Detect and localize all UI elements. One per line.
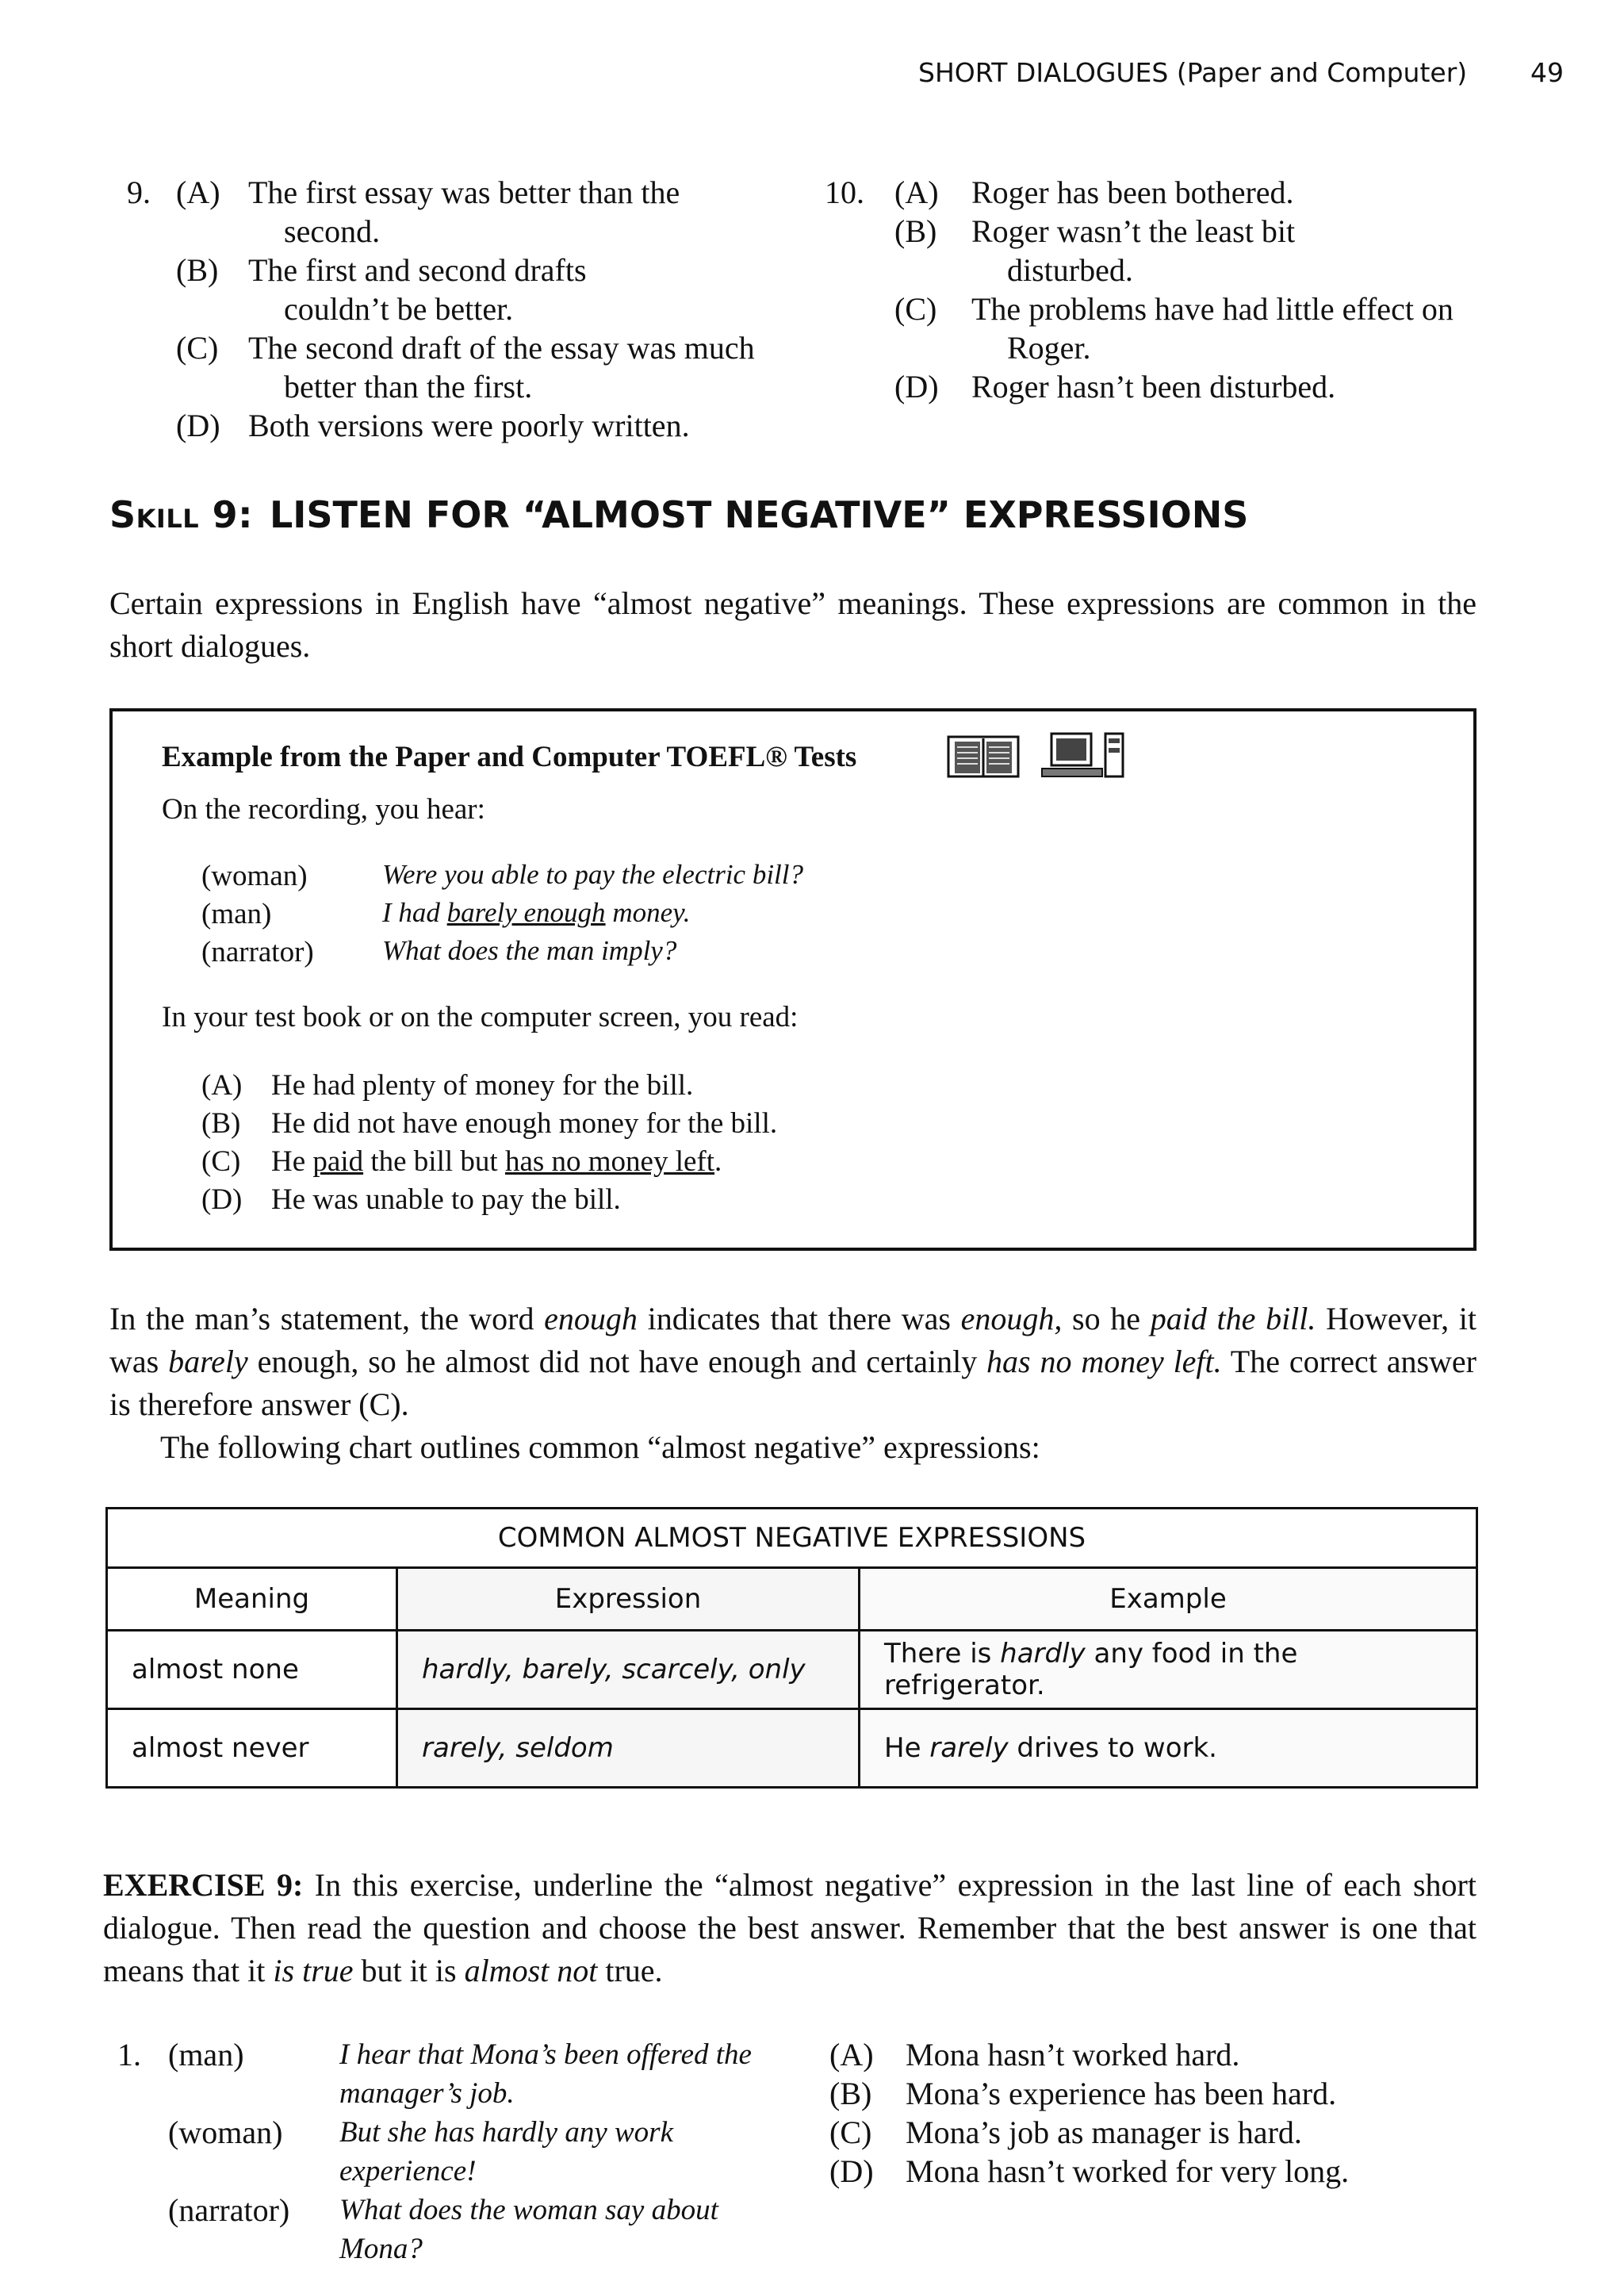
option-letter: (D) (894, 369, 939, 405)
option-letter: (A) (201, 1069, 243, 1102)
expression-cell: hardly, barely, scarcely, only (397, 1631, 860, 1709)
dialogue-line-narrator: What does the woman say about Mona? (339, 2194, 718, 2265)
table-row (107, 1709, 1477, 1788)
dialogue-line-man: I hear that Mona’s been offered the manager’s job. (339, 2038, 752, 2110)
option-letter: (B) (894, 213, 937, 249)
option-a-text: Mona hasn’t worked hard. (906, 2037, 1240, 2072)
meaning-cell: almost never (107, 1709, 397, 1788)
column-header-meaning: Meaning (107, 1568, 397, 1631)
option-letter: (D) (176, 408, 220, 443)
dialogue-line-woman: But she has hardly any work experience! (339, 2116, 674, 2187)
speaker-man: (man) (201, 898, 272, 930)
hear-label: On the recording, you hear: (162, 793, 485, 826)
item-number: 1. (117, 2037, 141, 2072)
example-cell: There is hardly any food in the refrigerator. (860, 1631, 1477, 1709)
option-a-text: Roger has been bothered. (971, 174, 1294, 210)
option-letter: (A) (894, 174, 939, 210)
option-d-text: Roger hasn’t been disturbed. (971, 369, 1336, 405)
running-header: SHORT DIALOGUES (Paper and Computer) (918, 57, 1468, 88)
option-letter: (A) (829, 2037, 874, 2072)
example-box (109, 708, 1477, 1251)
option-c-text: The second draft of the essay was much better than the first. (248, 330, 755, 405)
question-number: 10. (825, 174, 864, 210)
speaker-narrator: (narrator) (168, 2192, 290, 2228)
option-letter: (C) (829, 2115, 872, 2150)
option-letter: (B) (176, 252, 219, 288)
dialogue-line-woman: Were you able to pay the electric bill? (382, 859, 803, 890)
example-option-c: He paid the bill but has no money left. (271, 1145, 722, 1178)
speaker-man: (man) (168, 2037, 244, 2072)
exercise-label: EXERCISE 9: (103, 1867, 304, 1903)
option-letter: (C) (176, 330, 219, 366)
option-letter: (C) (201, 1145, 241, 1178)
option-a-text: The first essay was better than the second. (248, 174, 680, 249)
option-letter: (D) (201, 1183, 243, 1216)
page-number: 49 (1530, 57, 1564, 88)
skill-label: Skill 9: (109, 493, 254, 536)
question-number: 9. (127, 174, 151, 210)
dialogue-line-man: I had barely enough money. (382, 897, 691, 928)
table-row (107, 1631, 1477, 1709)
example-cell: He rarely drives to work. (860, 1709, 1477, 1788)
expressions-table (105, 1507, 1478, 1789)
option-letter: (A) (176, 174, 220, 210)
book-icon (947, 735, 1020, 780)
dialogue-line-narrator: What does the man imply? (382, 935, 677, 966)
option-letter: (C) (894, 291, 937, 327)
option-letter: (B) (829, 2076, 872, 2111)
exercise-instructions: EXERCISE 9: In this exercise, underline the “almost negative” expression in the last line of each short dialogue. Then read the question and choose the best answer. Remember that the best answer is one that means that it is true but it is almost not true. (103, 1867, 1477, 1988)
option-b-text: The first and second drafts couldn’t be better. (248, 252, 587, 327)
example-option-b: He did not have enough money for the bill. (271, 1107, 778, 1140)
column-header-expression: Expression (397, 1568, 860, 1631)
example-option-d: He was unable to pay the bill. (271, 1183, 621, 1216)
speaker-woman: (woman) (168, 2115, 283, 2150)
option-letter: (B) (201, 1107, 241, 1140)
speaker-narrator: (narrator) (201, 936, 314, 968)
meaning-cell: almost none (107, 1631, 397, 1709)
column-header-example: Example (860, 1568, 1477, 1631)
option-letter: (D) (829, 2153, 874, 2189)
option-b-text: Roger wasn’t the least bit disturbed. (971, 213, 1296, 288)
skill-title: LISTEN FOR “ALMOST NEGATIVE” EXPRESSIONS (270, 493, 1249, 536)
computer-icon (1040, 730, 1128, 780)
read-label: In your test book or on the computer screen, you read: (162, 1001, 799, 1033)
chart-intro: The following chart outlines common “almost negative” expressions: (160, 1429, 1040, 1465)
option-d-text: Both versions were poorly written. (248, 408, 690, 443)
example-option-a: He had plenty of money for the bill. (271, 1069, 694, 1102)
table-title: COMMON ALMOST NEGATIVE EXPRESSIONS (107, 1509, 1477, 1568)
intro-paragraph: Certain expressions in English have “almost negative” meanings. These expressions are common in the short dialogues. (109, 585, 1477, 664)
speaker-woman: (woman) (201, 860, 308, 892)
underlined-expression: barely enough (446, 897, 606, 928)
explanation-paragraph: In the man’s statement, the word enough indicates that there was enough, so he paid the bill. However, it was barely enough, so he almost did not have enough and certainly has no money left. The correct answer is therefore answer (C). (109, 1301, 1477, 1422)
expression-cell: rarely, seldom (397, 1709, 860, 1788)
option-b-text: Mona’s experience has been hard. (906, 2076, 1337, 2111)
option-d-text: Mona hasn’t worked for very long. (906, 2153, 1350, 2189)
option-c-text: Mona’s job as manager is hard. (906, 2115, 1302, 2150)
option-c-text: The problems have had little effect on Roger. (971, 291, 1454, 366)
example-heading: Example from the Paper and Computer TOEFL® Tests (162, 741, 857, 773)
